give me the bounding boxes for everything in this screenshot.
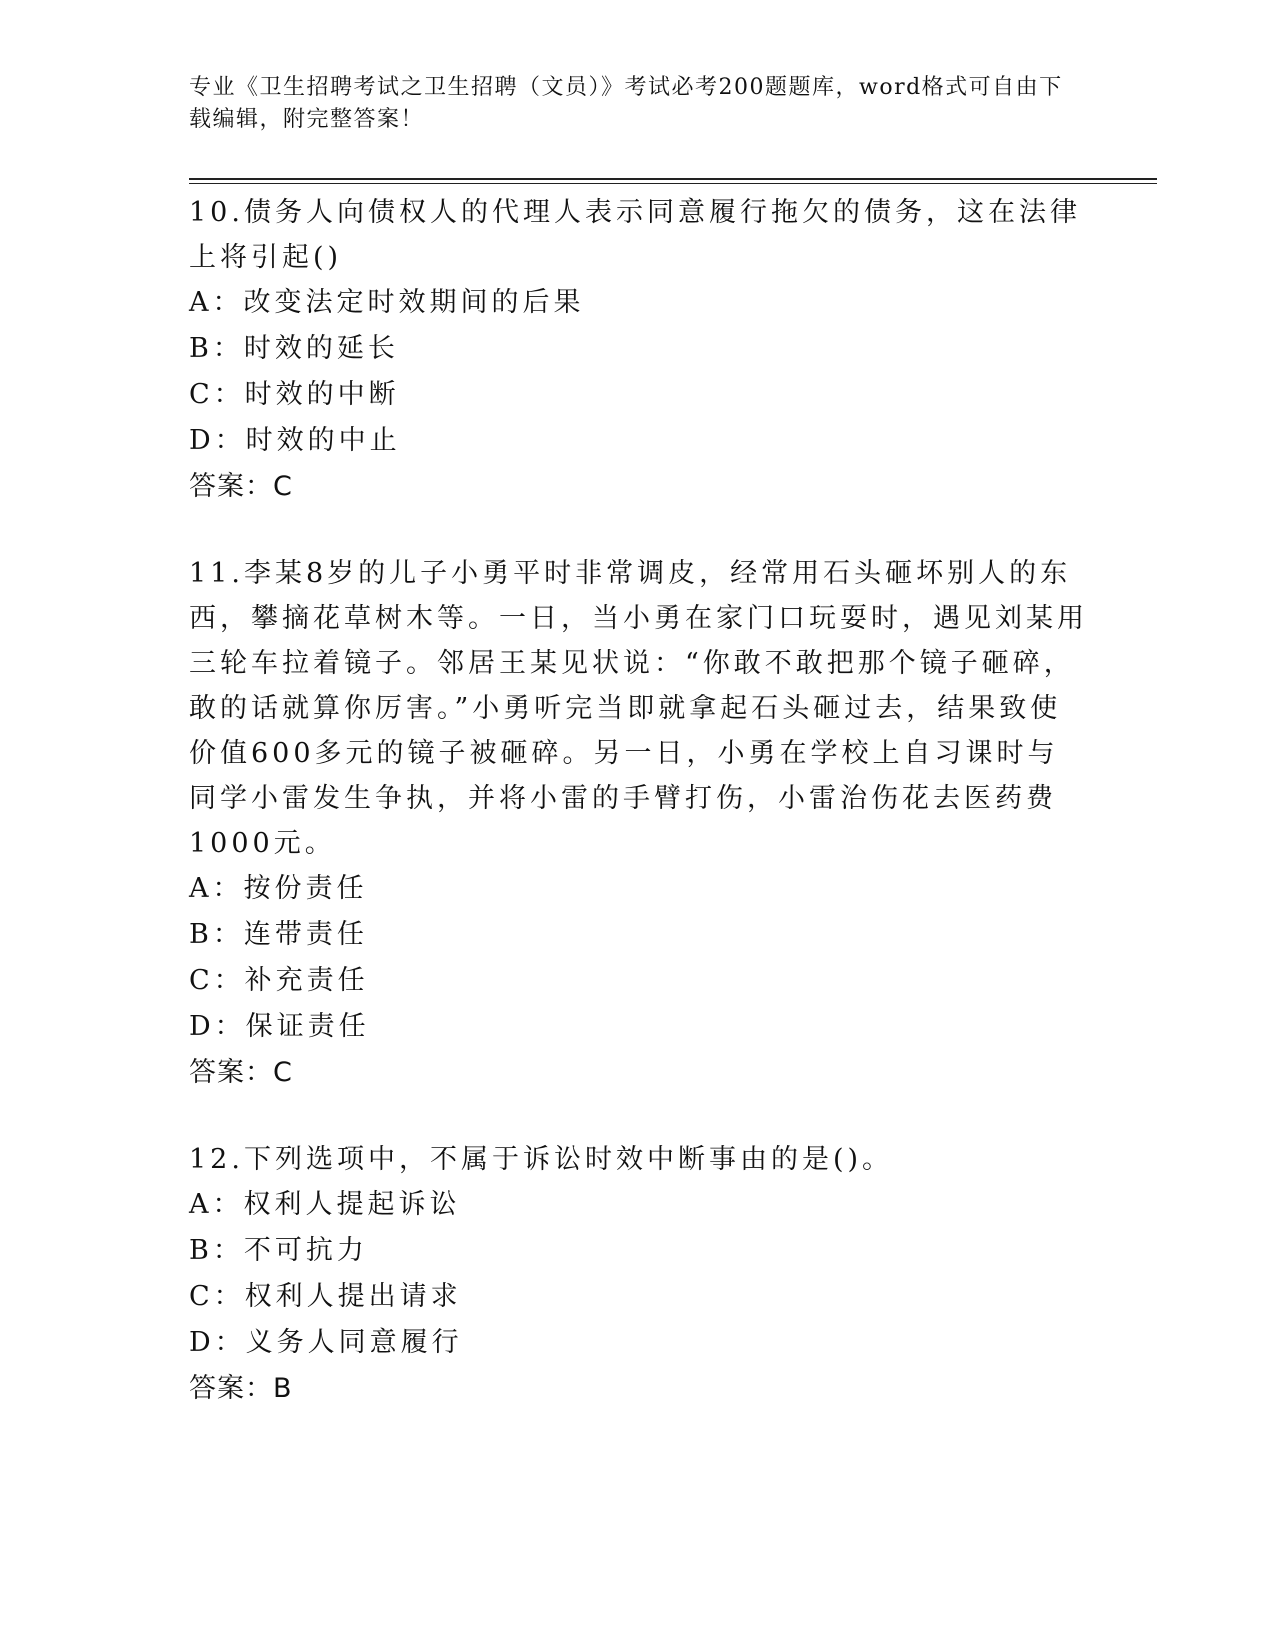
header-divider	[189, 178, 1157, 180]
option-c: C：权利人提出请求	[189, 1281, 462, 1312]
question-10	[189, 190, 1089, 509]
option-d: D：义务人同意履行	[189, 1327, 463, 1358]
option-a: A：按份责任	[189, 873, 368, 904]
document-header: 专业《卫生招聘考试之卫生招聘（文员）》考试必考200题题库，word格式可自由下载编辑，附完整答案！	[189, 75, 1063, 132]
question-12	[189, 1137, 1089, 1411]
option-a: A：改变法定时效期间的后果	[189, 287, 585, 318]
option-a: A：权利人提起诉讼	[189, 1189, 461, 1220]
option-b: B：不可抗力	[189, 1235, 368, 1266]
question-list	[189, 190, 1089, 1453]
answer-line: 答案：C	[189, 1057, 293, 1088]
option-b: B：连带责任	[189, 919, 368, 950]
option-d: D：保证责任	[189, 1011, 370, 1042]
option-b: B：时效的延长	[189, 333, 399, 364]
answer-line: 答案：B	[189, 1373, 293, 1404]
question-11	[189, 551, 1089, 1095]
question-stem: 11.李某8岁的儿子小勇平时非常调皮，经常用石头砸坏别人的东西，攀摘花草树木等。一日，当小勇在家门口玩耍时，遇见刘某用三轮车拉着镜子。邻居王某见状说：“你敢不敢把那个镜子砸碎，敢的话就算你厉害。”小勇听完当即就拿起石头砸过去，结果致使价值600多元的镜子被砸碎。另一日，小勇在学校上自习课时与同学小雷发生争执，并将小雷的手臂打伤，小雷治伤花去医药费1000元。	[189, 558, 1088, 859]
header-divider-thin	[189, 183, 1157, 184]
option-c: C：时效的中断	[189, 379, 400, 410]
answer-line: 答案：C	[189, 471, 293, 502]
question-stem: 12.下列选项中，不属于诉讼时效中断事由的是()。	[189, 1144, 894, 1175]
option-c: C：补充责任	[189, 965, 369, 996]
question-stem: 10.债务人向债权人的代理人表示同意履行拖欠的债务，这在法律上将引起()	[189, 197, 1081, 273]
option-d: D：时效的中止	[189, 425, 401, 456]
